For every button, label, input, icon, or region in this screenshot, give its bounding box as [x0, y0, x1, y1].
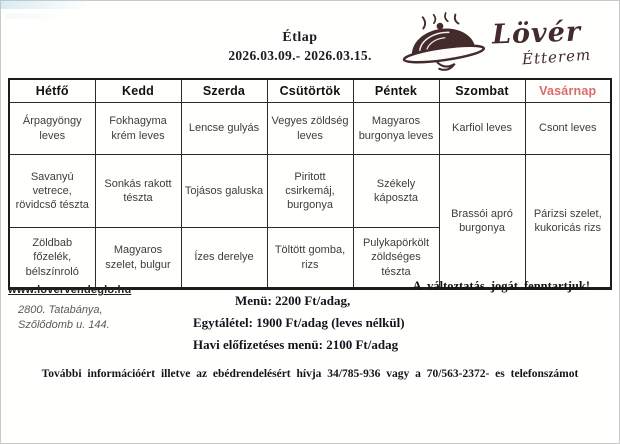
price-line-egytaletel: Egytálétel: 1900 Ft/adag (leves nélkül) [193, 315, 405, 330]
menu-cell: Csont leves [525, 103, 611, 155]
menu-cell-weekend-vasarnap: Párizsi szelet, kukoricás rizs [525, 155, 611, 289]
menu-cell: Savanyú vetrece, rövidcső tészta [9, 155, 95, 228]
restaurant-address [18, 303, 110, 333]
menu-cell: Karfiol leves [439, 103, 525, 155]
menu-cell: Ízes derelye [181, 228, 267, 289]
day-header-kedd: Kedd [95, 79, 181, 103]
menu-cell: Pulykapörkölt zöldséges tészta [353, 228, 439, 289]
weekly-menu-table [8, 78, 612, 290]
restaurant-logo [400, 10, 606, 74]
main-row-1 [9, 155, 611, 228]
price-list [193, 294, 405, 360]
scan-artifact [0, 0, 86, 9]
menu-cell-weekend-szombat: Brassói apró burgonya [439, 155, 525, 289]
logo-subtitle: Étterem [521, 45, 592, 69]
menu-cell: Sonkás rakott tészta [95, 155, 181, 228]
menu-cell: Tojásos galuska [181, 155, 267, 228]
day-header-pentek: Péntek [353, 79, 439, 103]
menu-cell: Zöldbab főzelék, bélszínroló [9, 228, 95, 289]
cloche-icon [400, 12, 494, 72]
page-title: Étlap [282, 30, 318, 45]
price-line-menu: Menü: 2200 Ft/adag, [235, 293, 351, 308]
day-header-szerda: Szerda [181, 79, 267, 103]
menu-cell: Székely káposzta [353, 155, 439, 228]
menu-cell: Magyaros szelet, bulgur [95, 228, 181, 289]
day-header-csutortok: Csütörtök [267, 79, 353, 103]
menu-cell: Piritott csirkemáj, burgonya [267, 155, 353, 228]
change-rights-notice: A változtatás jogát fenntartjuk! [412, 279, 590, 293]
address-line-2: Szőlődomb u. 144. [18, 318, 110, 331]
menu-cell: Magyaros burgonya leves [353, 103, 439, 155]
soup-row [9, 103, 611, 155]
day-header-row [9, 79, 611, 103]
menu-cell: Töltött gomba, rizs [267, 228, 353, 289]
price-line-havi: Havi előfizetéses menü: 2100 Ft/adag [193, 337, 399, 352]
menu-cell: Árpagyöngy leves [9, 103, 95, 155]
day-header-hetfo: Hétfő [9, 79, 95, 103]
logo-name: Lövér [491, 16, 582, 51]
scan-artifact [6, 13, 66, 19]
menu-cell: Vegyes zöldség leves [267, 103, 353, 155]
day-header-szombat: Szombat [439, 79, 525, 103]
address-line-1: 2800. Tatabánya, [18, 304, 103, 316]
day-header-vasarnap: Vasárnap [525, 79, 611, 103]
date-range: 2026.03.09.- 2026.03.15. [228, 48, 372, 63]
contact-info: További információért illetve az ebédrendelésért hívja 34/785-936 vagy a 70/563-2372- es telefonszámot [41, 368, 579, 380]
website-link[interactable]: www.lovervendeglo.hu [8, 284, 132, 296]
menu-cell: Lencse gulyás [181, 103, 267, 155]
menu-cell: Fokhagyma krém leves [95, 103, 181, 155]
